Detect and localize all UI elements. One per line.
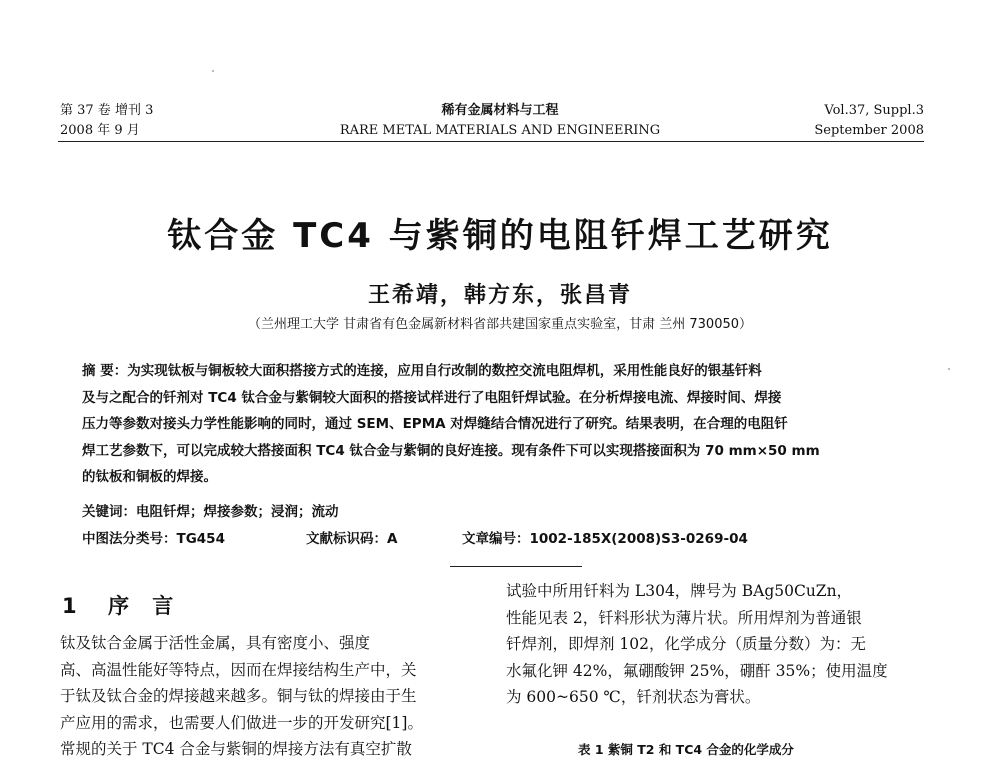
section-title: 序 言 (107, 594, 182, 618)
separator-rule (450, 566, 582, 567)
clc-number: 中图法分类号：TG454 (82, 531, 225, 547)
body-line: 钛及钛合金属于活性金属，具有密度小、强度 (60, 634, 371, 652)
section-heading (62, 590, 181, 620)
header-volume: 第 37 卷 增刊 3 (60, 103, 154, 118)
body-line: 试验中所用钎料为 L304，牌号为 BAg50CuZn， (506, 582, 853, 600)
table-caption: 表 1 紫铜 T2 和 TC4 合金的化学成分 (578, 742, 794, 757)
section-number: 1 (62, 594, 85, 618)
abstract (82, 358, 920, 491)
body-line: 为 600~650 ℃，钎剂状态为膏状。 (506, 688, 761, 706)
paper-affiliation: （兰州理工大学 甘肃省有色金属新材料省部共建国家重点实验室，甘肃 兰州 730050） (247, 317, 753, 332)
article-number: 文章编号：1002-185X(2008)S3-0269-04 (462, 531, 748, 547)
paper-title: 钛合金 TC4 与紫铜的电阻钎焊工艺研究 (167, 216, 833, 256)
header-rule (58, 141, 924, 142)
journal-title-en: RARE METAL MATERIALS AND ENGINEERING (339, 123, 661, 138)
header-date-en: September 2008 (814, 123, 924, 138)
header-date: 2008 年 9 月 (60, 123, 140, 138)
scan-dot (948, 368, 950, 370)
abstract-line: 焊工艺参数下，可以完成较大搭接面积 TC4 钛合金与紫铜的良好连接。现有条件下可以实现搭接面积为 70 mm×50 mm (82, 442, 820, 459)
paper-authors: 王希靖，韩方东，张昌青 (367, 282, 632, 308)
abstract-line: 的钛板和铜板的焊接。 (82, 469, 217, 485)
body-line: 常规的关于 TC4 合金与紫铜的焊接方法有真空扩散 (60, 740, 412, 758)
body-line: 产应用的需求，也需要人们做进一步的开发研究[1]。 (60, 713, 423, 732)
body-line: 于钛及钛合金的焊接越来越多。铜与钛的焊接由于生 (60, 687, 417, 705)
abstract-line: 及与之配合的钎剂对 TC4 钛合金与紫铜较大面积的搭接试样进行了电阻钎焊试验。在分析焊接电流、焊接时间、焊接 (82, 389, 782, 406)
abstract-line: 压力等参数对接头力学性能影响的同时，通过 SEM、EPMA 对焊缝结合情况进行了研究。结果表明，在合理的电阻钎 (82, 416, 788, 432)
body-line: 水氟化钾 42%，氟硼酸钾 25%，硼酐 35%；使用温度 (506, 661, 888, 680)
body-line: 钎焊剂，即焊剂 102，化学成分（质量分数）为：无 (506, 635, 867, 653)
right-column (506, 578, 926, 711)
keywords: 关键词：电阻钎焊；焊接参数；浸润；流动 (82, 504, 339, 520)
abstract-line: 摘 要：为实现钛板与铜板较大面积搭接方式的连接，应用自行改制的数控交流电阻焊机，采用性能良好的银基钎料 (82, 363, 762, 379)
body-line: 性能见表 2，钎料形状为薄片状。所用焊剂为普通银 (506, 608, 862, 627)
document-code: 文献标识码：A (306, 531, 398, 547)
journal-title-cn: 稀有金属材料与工程 (441, 103, 559, 118)
scan-dot (212, 70, 214, 72)
header-volume-en: Vol.37, Suppl.3 (824, 103, 924, 118)
left-column (60, 630, 480, 763)
body-line: 高、高温性能好等特点，因而在焊接结构生产中，关 (60, 660, 417, 679)
